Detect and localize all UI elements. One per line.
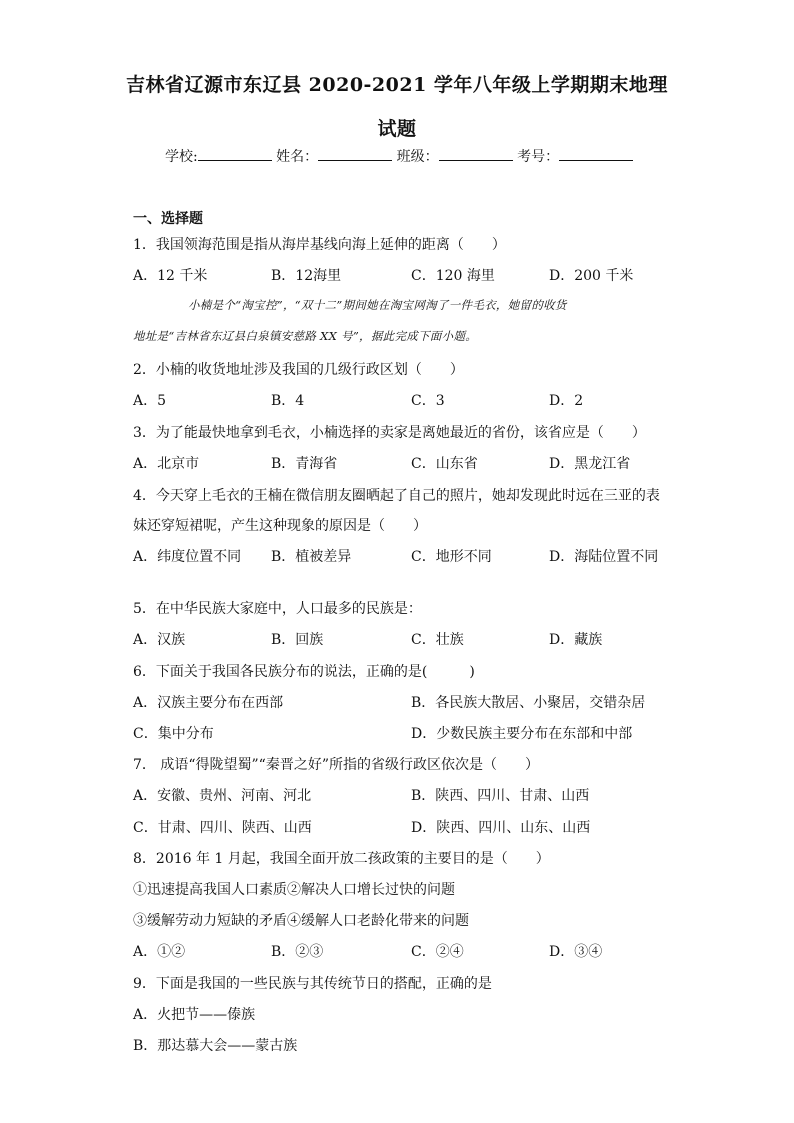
q6-option-a: A．汉族主要分布在西部 [133,695,284,711]
q4-stem-line2: 妹还穿短裙呢，产生这种现象的原因是（ ） [133,518,427,534]
q2-option-b: B．4 [271,393,305,409]
passage-line1: 小楠是个“淘宝控”，“双十二”期间她在淘宝网淘了一件毛衣，她留的收货 [188,298,567,312]
q4-option-a: A．纬度位置不同 [133,549,242,565]
q8-statements-2: ③缓解劳动力短缺的矛盾④缓解人口老龄化带来的问题 [133,913,469,929]
q3-option-c: C．山东省 [411,456,478,472]
q2-option-a: A．5 [133,393,167,409]
q8-option-d: D．③④ [549,944,603,960]
class-label: 班级： [396,149,439,165]
q8-option-a: A．①② [133,944,186,960]
q9-option-a: A．火把节——傣族 [133,1007,256,1023]
q3-stem: 3．为了能最快地拿到毛衣，小楠选择的卖家是离她最近的省份，该省应是（ ） [133,425,646,441]
q1-stem: 1．我国领海范围是指从海岸基线向海上延伸的距离（ ） [133,237,506,253]
q6-option-c: C．集中分布 [133,726,214,742]
passage-line2: 地址是“吉林省东辽县白泉镇安慈路 XX 号”，据此完成下面小题。 [133,329,478,343]
number-blank[interactable] [559,147,633,161]
section-heading: 一、选择题 [133,211,203,227]
class-blank[interactable] [439,147,513,161]
student-info-row [165,146,633,166]
q9-stem: 9．下面是我国的一些民族与其传统节日的搭配，正确的是 [133,976,492,992]
q2-option-c: C．3 [411,393,445,409]
q3-option-a: A．北京市 [133,456,200,472]
q7-stem: 7． 成语“得陇望蜀”“秦晋之好”所指的省级行政区依次是（ ） [133,757,539,773]
q8-stem: 8．2016 年 1 月起，我国全面开放二孩政策的主要目的是（ ） [133,851,550,867]
name-label: 姓名： [276,149,319,165]
exam-title-line2: 试题 [377,118,417,140]
q7-option-a: A．安徽、贵州、河南、河北 [133,788,312,804]
q5-option-c: C．壮族 [411,632,464,648]
q2-option-d: D．2 [549,393,584,409]
q1-option-a: A．12 千米 [133,268,208,284]
q4-option-c: C．地形不同 [411,549,492,565]
q8-option-c: C．②④ [411,944,464,960]
q6-option-d: D．少数民族主要分布在东部和中部 [411,726,633,742]
q7-option-b: B．陕西、四川、甘肃、山西 [411,788,590,804]
q9-option-b: B．那达慕大会——蒙古族 [133,1038,298,1054]
q4-stem-line1: 4．今天穿上毛衣的王楠在微信朋友圈晒起了自己的照片，她却发现此时远在三亚的表 [133,488,660,504]
name-blank[interactable] [318,147,392,161]
q1-option-b: B．12海里 [271,268,342,284]
q1-option-d: D．200 千米 [549,268,634,284]
q8-statements-1: ①迅速提高我国人口素质②解决人口增长过快的问题 [133,882,455,898]
q4-option-b: B．植被差异 [271,549,352,565]
q5-option-b: B．回族 [271,632,324,648]
q8-option-b: B．②③ [271,944,324,960]
q7-option-c: C．甘肃、四川、陕西、山西 [133,820,312,836]
school-label: 学校: [165,149,198,165]
exam-title-line1: 吉林省辽源市东辽县 2020-2021 学年八年级上学期期末地理 [126,74,668,96]
number-label: 考号： [517,149,560,165]
q5-option-d: D．藏族 [549,632,603,648]
q6-option-b: B．各民族大散居、小聚居，交错杂居 [411,695,646,711]
q3-option-b: B．青海省 [271,456,338,472]
q5-option-a: A．汉族 [133,632,186,648]
q7-option-d: D．陕西、四川、山东、山西 [411,820,591,836]
q4-option-d: D．海陆位置不同 [549,549,659,565]
q1-option-c: C．120 海里 [411,268,495,284]
q6-stem: 6．下面关于我国各民族分布的说法，正确的是( ) [133,664,475,680]
q2-stem: 2．小楠的收货地址涉及我国的几级行政区划（ ） [133,362,464,378]
q3-option-d: D．黑龙江省 [549,456,631,472]
q5-stem: 5．在中华民族大家庭中，人口最多的民族是： [133,601,422,617]
school-blank[interactable] [198,147,272,161]
